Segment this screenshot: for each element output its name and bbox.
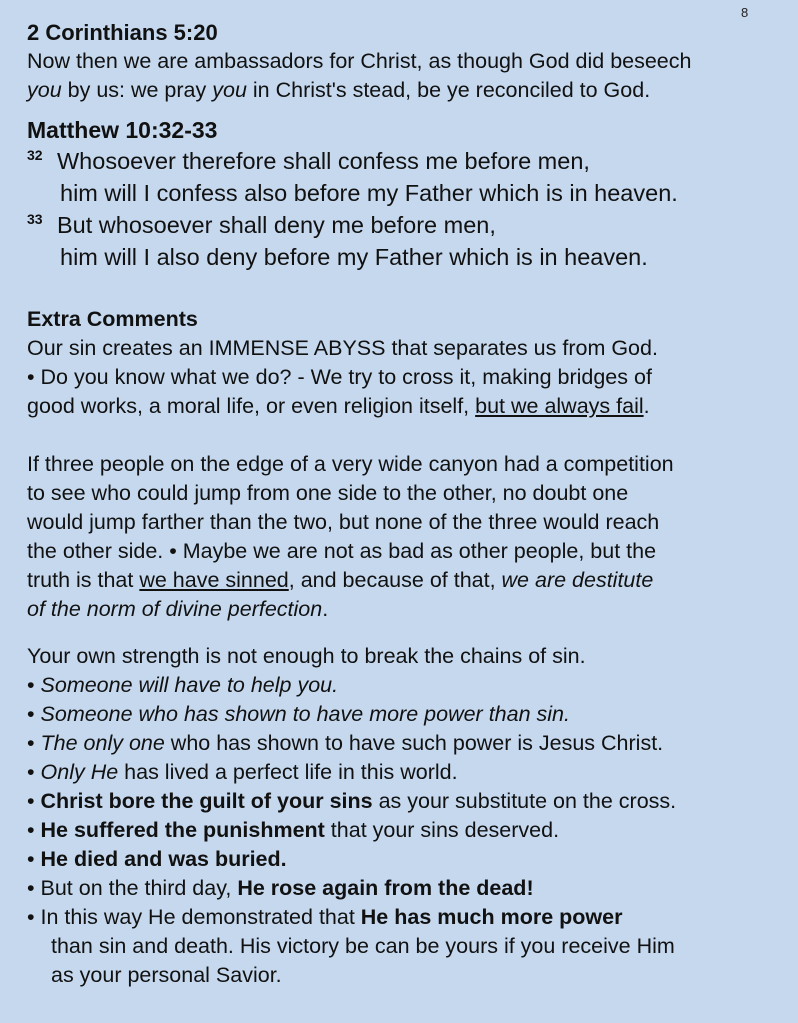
bullet-mark: • xyxy=(27,760,41,784)
verse-33-line1 xyxy=(27,209,787,241)
extra-comments-section xyxy=(27,305,787,990)
italic-text: Only He xyxy=(40,760,119,784)
bullet-1 xyxy=(27,671,787,700)
page-number: 8 xyxy=(741,5,749,20)
p2-line4: the other side. • Maybe we are not as bad as other people, but the xyxy=(27,539,657,563)
text-span: good works, a moral life, or even religion itself, xyxy=(27,394,476,418)
text-span: has lived a perfect life in this world. xyxy=(118,760,458,784)
extra-heading: Extra Comments xyxy=(27,307,198,331)
bold-text: He suffered the punishment xyxy=(40,818,325,842)
matthew-section xyxy=(27,115,787,273)
text-span: . xyxy=(643,394,650,418)
italic-text: The only one xyxy=(40,731,165,755)
text-span: • In this way He demonstrated that xyxy=(27,905,361,929)
emphasis-you: you xyxy=(27,78,62,102)
document-body xyxy=(27,18,787,990)
corinthians-heading: 2 Corinthians 5:20 xyxy=(27,20,218,45)
italic-text: of the norm of divine perfection xyxy=(27,597,323,621)
p1-line3 xyxy=(27,392,787,421)
emphasis-you: you xyxy=(212,78,247,102)
bullet-3 xyxy=(27,729,787,758)
p2-line2: to see who could jump from one side to the other, no doubt one xyxy=(27,481,629,505)
bullet-4 xyxy=(27,758,787,787)
corinthians-section xyxy=(27,18,787,105)
bullet-7 xyxy=(27,845,787,874)
bullet-8 xyxy=(27,874,787,903)
verse-32-line2: him will I confess also before my Father which is in heaven. xyxy=(60,180,678,206)
text-span: • But on the third day, xyxy=(27,876,238,900)
bullet-mark: • xyxy=(27,731,41,755)
bold-text: Christ bore the guilt of your sins xyxy=(40,789,373,813)
italic-text: Someone who has shown to have more power than sin. xyxy=(40,702,570,726)
bullet-mark: • xyxy=(27,673,41,697)
p2-line1: If three people on the edge of a very wide canyon had a competition xyxy=(27,452,674,476)
p2-line5 xyxy=(27,566,787,595)
p2-line6 xyxy=(27,595,787,624)
corinthians-line2 xyxy=(27,76,787,105)
bullet-5 xyxy=(27,787,787,816)
bold-text: He died and was buried. xyxy=(40,847,287,871)
text-span: as your substitute on the cross. xyxy=(372,789,677,813)
verse-number: 32 xyxy=(27,147,43,163)
text-span: in Christ's stead, be ye reconciled to God. xyxy=(246,78,651,102)
bullet-mark: • xyxy=(27,789,41,813)
underlined-text: but we always fail xyxy=(475,394,644,418)
spacer xyxy=(27,273,787,305)
verse-text: But whosoever shall deny me before men, xyxy=(57,212,496,238)
bold-text: He rose again from the dead! xyxy=(237,876,534,900)
text-span: truth is that xyxy=(27,568,140,592)
text-span: , and because of that, xyxy=(288,568,502,592)
bullet-mark: • xyxy=(27,847,41,871)
italic-text: we are destitute xyxy=(501,568,654,592)
p1-line2: • Do you know what we do? - We try to cross it, making bridges of xyxy=(27,365,652,389)
p3-line1: Your own strength is not enough to break the chains of sin. xyxy=(27,644,586,668)
text-span: . xyxy=(322,597,329,621)
bold-text: He has much more power xyxy=(360,905,623,929)
underlined-text: we have sinned xyxy=(139,568,289,592)
verse-number: 33 xyxy=(27,211,43,227)
bullet-9-line3: as your personal Savior. xyxy=(51,963,282,987)
text-span: by us: we pray xyxy=(61,78,213,102)
text-span: that your sins deserved. xyxy=(324,818,560,842)
verse-32-line1 xyxy=(27,145,787,177)
verse-33-line2: him will I also deny before my Father which is in heaven. xyxy=(60,244,648,270)
bullet-mark: • xyxy=(27,818,41,842)
bullet-9 xyxy=(27,903,787,932)
bullet-mark: • xyxy=(27,702,41,726)
italic-text: Someone will have to help you. xyxy=(40,673,339,697)
p2-line3: would jump farther than the two, but none of the three would reach xyxy=(27,510,660,534)
spacer xyxy=(27,624,787,642)
bullet-6 xyxy=(27,816,787,845)
bullet-2 xyxy=(27,700,787,729)
corinthians-line1: Now then we are ambassadors for Christ, as though God did beseech xyxy=(27,49,692,73)
matthew-heading: Matthew 10:32-33 xyxy=(27,117,218,143)
text-span: who has shown to have such power is Jesus Christ. xyxy=(164,731,664,755)
bullet-9-line2: than sin and death. His victory be can be yours if you receive Him xyxy=(51,934,675,958)
verse-text: Whosoever therefore shall confess me before men, xyxy=(57,148,590,174)
spacer xyxy=(27,421,787,450)
p1-line1: Our sin creates an IMMENSE ABYSS that separates us from God. xyxy=(27,336,658,360)
